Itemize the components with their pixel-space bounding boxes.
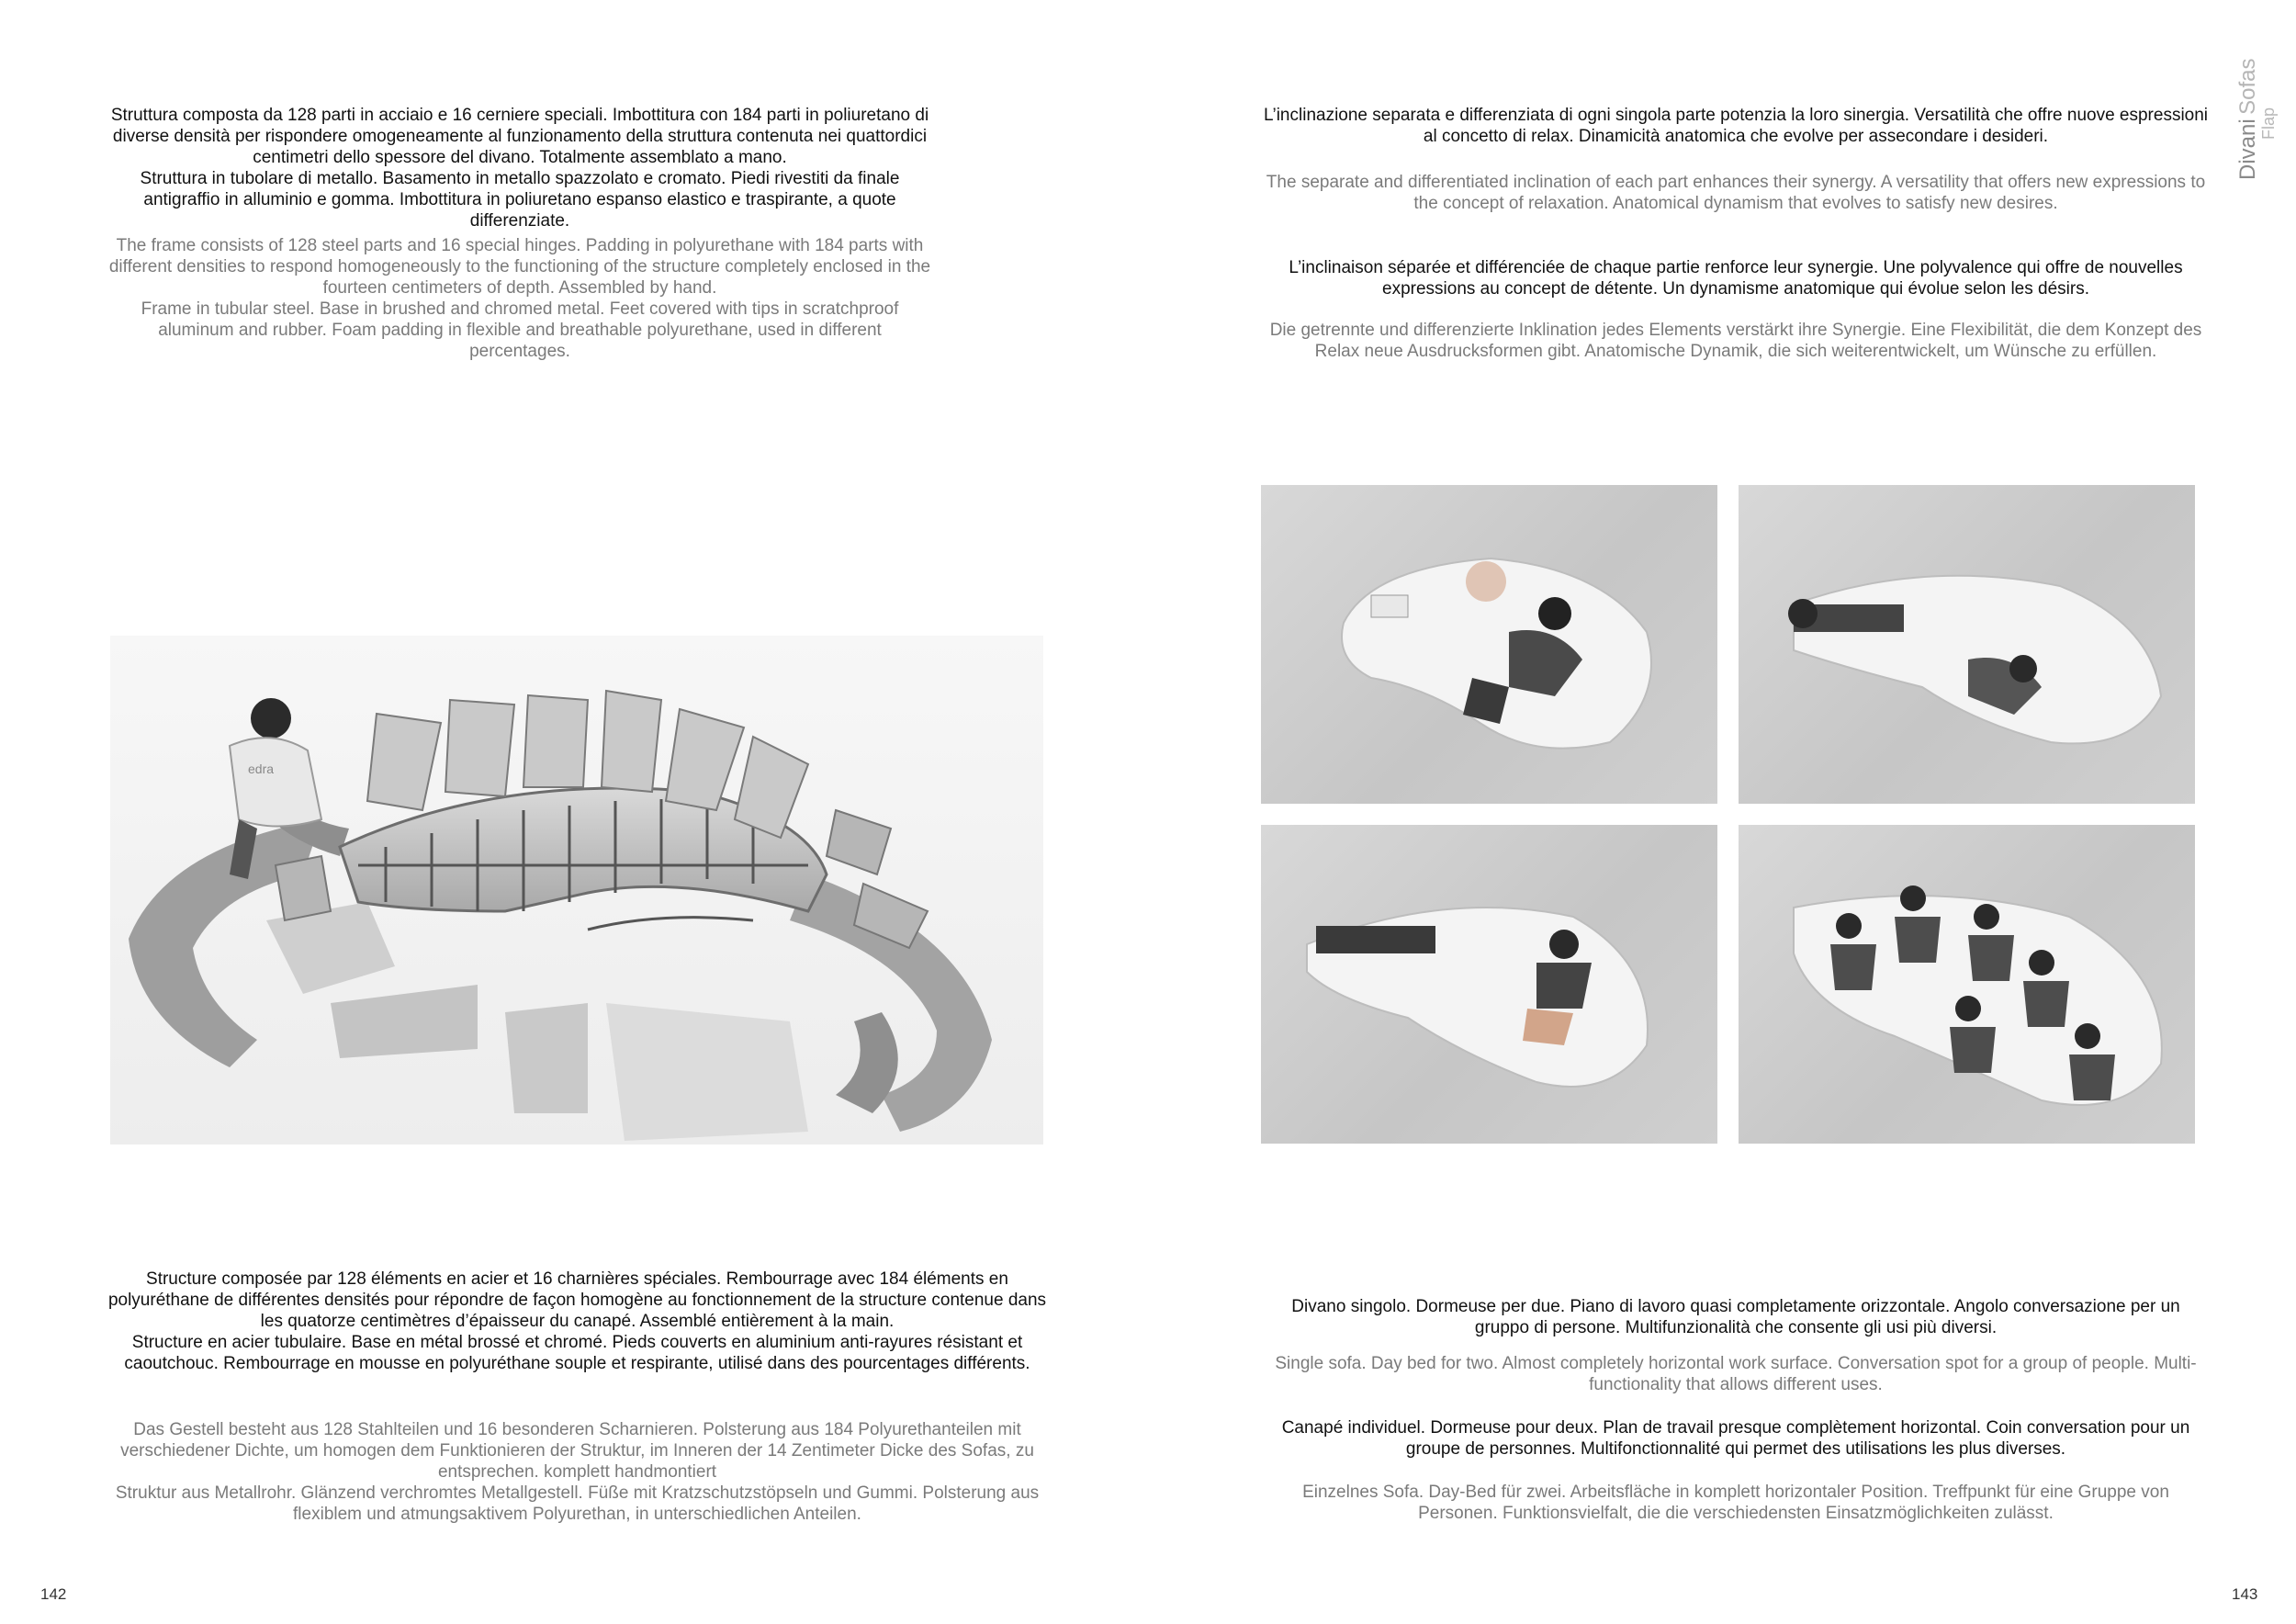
right-bottom-french (1263, 1417, 2209, 1460)
sofa-structure-photo (110, 636, 1043, 1145)
left-text-italian-body: Struttura composta da 128 parti in acciaio e 16 cerniere speciali. Imbottitura con 184 parti in poliuretano di diverse densità per rispondere omogeneamente al funzionamento della struttura contenuta nei quattordici centimetri dello spessore del divano. Totalmente assemblato a mano. Struttura in tubolare di metallo. Basamento in metallo spazzolato e cromato. Piedi rivestiti da finale antigraffio in alluminio e gomma. Imbottitura in poliuretano espanso elastico e traspirante, a quote differenziate. (110, 106, 929, 231)
page-number-right: 143 (2232, 1585, 2258, 1603)
right-bottom-english (1263, 1353, 2209, 1395)
left-text-italian (107, 105, 933, 231)
section-category-en: Sofas (2235, 58, 2260, 115)
right-bottom-french-body: Canapé individuel. Dormeuse pour deux. Plan de travail presque complètement horizontal. Coin conversation pour un groupe de personnes. Multifonctionnalité qui permet des utilisations les plus diverses. (1281, 1418, 2190, 1459)
left-text-german-body: Das Gestell besteht aus 128 Stahlteilen und 16 besonderen Scharnieren. Polsterung aus 184 Polyurethanteilen mit verschiedener Dichte, um homogen dem Funktionieren der Struktur, im Inneren der 14 Zentimeter Dicke des Sofas, zu entsprechen. komplett handmontiert Struktur aus Metallrohr. Glänzend verchromtes Metallgestell. Füße mit Kratzschutzstöpseln und Gummi. Polsterung aus flexiblem und atmungsaktivem Polyurethan, in unterschiedlichen Anteilen. (115, 1420, 1040, 1524)
section-tab (2228, 51, 2283, 198)
right-top-german-body: Die getrennte und differenzierte Inklination jedes Elements verstärkt ihre Synergie. Eine Flexibilität, die dem Konzept des Relax neue Ausdrucksformen gibt. Anatomische Dynamik, die sich weiterentwickelt, um Wünsche zu erfüllen. (1269, 321, 2202, 361)
right-bottom-italian-body: Divano singolo. Dormeuse per due. Piano di lavoro quasi completamente orizzontale. Angolo conversazione per un gruppo di persone. Multifunzionalità che consente gli usi più diversi. (1291, 1297, 2180, 1337)
right-bottom-german (1263, 1482, 2209, 1524)
right-top-french (1263, 257, 2209, 299)
right-top-french-body: L’inclinaison séparée et différenciée de chaque partie renforce leur synergie. Une polyvalence qui offre de nouvelles expressions au concept de détente. Un dynamisme anatomique qui évolue selon les désirs. (1289, 258, 2183, 299)
section-title (2235, 58, 2261, 180)
product-label: Flap (2259, 107, 2278, 140)
page-number-left: 142 (40, 1585, 67, 1603)
left-text-german (107, 1419, 1048, 1525)
right-top-english (1263, 172, 2209, 214)
product-name (2259, 107, 2279, 140)
left-text-french-body: Structure composée par 128 éléments en acier et 16 charnières spéciales. Rembourrage avec 184 éléments en polyuréthane de différentes densités pour répondre de façon homogène au fonctionnement de la structure contenue dans les quatorze centimètres d’épaisseur du canapé. Assemblé entièrement à la main. Structure en acier tubulaire. Base en métal brossé et chromé. Pieds couverts en aluminium anti-rayures résistant et caoutchouc. Rembourrage en mousse en polyuréthane souple et respirante, utilisé dans des pourcentages différents. (107, 1269, 1047, 1373)
sofa-photo-single-seat (1261, 485, 1717, 804)
sofa-photo-work-surface (1261, 825, 1717, 1144)
right-bottom-italian (1263, 1296, 2209, 1338)
right-top-italian-body: L’inclinazione separata e differenziata di ogni singola parte potenzia la loro sinergia. Versatilità che offre nuove espressioni al concetto di relax. Dinamicità anatomica che evolve per assecondare i desideri. (1263, 106, 2209, 146)
sofa-photo-conversation-group (1739, 825, 2195, 1144)
right-top-english-body: The separate and differentiated inclination of each part enhances their synergy. A versatility that offers new expressions to the concept of relaxation. Anatomical dynamism that evolves to satisfy new desires. (1266, 173, 2206, 213)
edra-shirt-logo: edra (248, 761, 275, 776)
left-text-english (107, 235, 933, 362)
left-text-french (107, 1269, 1048, 1374)
right-top-italian (1263, 105, 2209, 147)
right-bottom-english-body: Single sofa. Day bed for two. Almost completely horizontal work surface. Conversation spot for a group of people. Multi-functionality that allows different uses. (1275, 1354, 2197, 1394)
sofa-photo-daybed (1739, 485, 2195, 804)
right-top-german (1263, 320, 2209, 362)
left-text-english-body: The frame consists of 128 steel parts and 16 special hinges. Padding in polyurethane with 184 parts with different densities to respond homogeneously to the functioning of the structure completely enclosed in the fourteen centimeters of depth. Assembled by hand. Frame in tubular steel. Base in brushed and chromed metal. Feet covered with tips in scratchproof aluminum and rubber. Foam padding in flexible and breathable polyurethane, used in different percentages. (108, 236, 931, 361)
right-bottom-german-body: Einzelnes Sofa. Day-Bed für zwei. Arbeitsfläche in komplett horizontaler Position. Treffpunkt für eine Gruppe von Personen. Funktionsvielfalt, die die verschiedensten Einsatzmöglichkeiten zulässt. (1302, 1483, 2169, 1523)
section-category-it: Divani (2235, 118, 2260, 180)
